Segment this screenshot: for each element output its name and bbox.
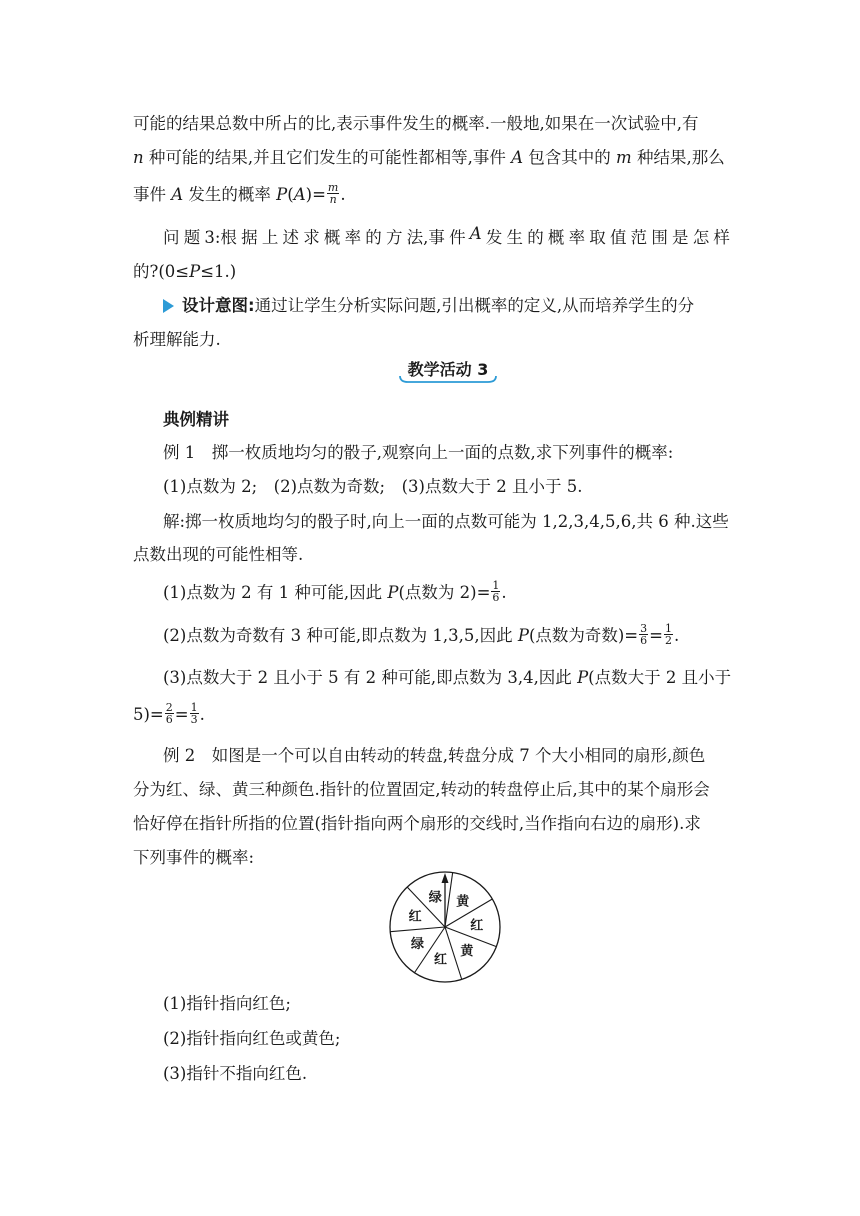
text: 解:掷一枚质地均匀的骰子时,向上一面的点数可能为 1,2,3,4,5,6,共 6 种.这些 bbox=[163, 512, 729, 531]
sector-divider bbox=[390, 927, 445, 932]
text: = bbox=[649, 626, 663, 645]
example-2-question-3: (3)指针不指向红色. bbox=[163, 1064, 308, 1083]
text: (2)点数为奇数有 3 种可能,即点数为 1,3,5,因此 bbox=[163, 626, 518, 645]
example-1-items: (1)点数为 2; (2)点数为奇数; (3)点数大于 2 且小于 5. bbox=[163, 477, 583, 496]
text: 范 bbox=[630, 228, 648, 247]
variable: P bbox=[276, 185, 288, 204]
sector-label: 黄 bbox=[456, 894, 470, 910]
text: 问 bbox=[163, 228, 180, 247]
variable: A bbox=[171, 185, 184, 204]
numerator: 2 bbox=[165, 701, 173, 714]
example-2-question-2: (2)指针指向红色或黄色; bbox=[163, 1029, 341, 1048]
text: 取 bbox=[589, 228, 606, 247]
numerator: 1 bbox=[492, 579, 500, 592]
design-intent bbox=[163, 292, 694, 316]
example-1-stem: 例 1 掷一枚质地均匀的骰子,观察向上一面的点数,求下列事件的概率: bbox=[163, 443, 674, 462]
numerator: 3 bbox=[640, 622, 648, 635]
variable: P bbox=[387, 583, 399, 602]
variable: A bbox=[469, 224, 482, 243]
question-3-line bbox=[133, 258, 236, 282]
text: 据 bbox=[241, 228, 258, 247]
text: 发生的概率 bbox=[183, 185, 277, 204]
sector-divider bbox=[445, 927, 462, 979]
text: 是 bbox=[672, 228, 689, 247]
sector-label: 黄 bbox=[460, 944, 474, 960]
sector-label: 绿 bbox=[411, 937, 425, 953]
text: 事件 bbox=[133, 185, 172, 204]
text: . bbox=[199, 705, 205, 724]
denominator: 2 bbox=[664, 634, 672, 647]
text: . bbox=[673, 626, 680, 645]
pointer-arrowhead-icon bbox=[442, 873, 449, 883]
fraction bbox=[190, 702, 199, 725]
sector-label: 红 bbox=[470, 918, 484, 934]
text: (1)点数为 2 有 1 种可能,因此 bbox=[163, 583, 388, 602]
denominator: 3 bbox=[190, 713, 198, 726]
text: 上 bbox=[261, 228, 279, 247]
example-2-line bbox=[133, 810, 730, 834]
text: 分为红、绿、黄三种颜色.指针的位置固定,转动的转盘停止后,其中的某个扇形会 bbox=[133, 780, 710, 799]
solution-part-1 bbox=[163, 579, 507, 605]
text: 件 bbox=[449, 228, 466, 247]
fraction bbox=[491, 580, 500, 603]
variable: m bbox=[616, 148, 632, 167]
text: 求 bbox=[303, 228, 320, 247]
variable: P bbox=[517, 626, 529, 645]
text: 的 bbox=[365, 228, 382, 247]
text: 概 bbox=[547, 228, 565, 247]
text: 述 bbox=[282, 228, 299, 247]
text: 种结果,那么 bbox=[631, 148, 725, 167]
text: 包含其中的 bbox=[523, 148, 617, 167]
sector-label: 绿 bbox=[428, 890, 442, 906]
text: 题 bbox=[183, 228, 201, 247]
variable: P bbox=[189, 262, 201, 281]
text: 种可能的结果,并且它们发生的可能性都相等,事件 bbox=[143, 148, 512, 167]
denominator: 6 bbox=[165, 713, 173, 726]
solution-line bbox=[163, 508, 730, 532]
text: 概 bbox=[323, 228, 341, 247]
text: 生 bbox=[506, 228, 524, 247]
paragraph-line bbox=[133, 181, 346, 207]
numerator: 1 bbox=[190, 701, 198, 714]
example-2-line bbox=[133, 776, 730, 800]
variable: n bbox=[133, 148, 144, 167]
activity-title: 教学活动 3 bbox=[407, 360, 489, 379]
text: ≤1.) bbox=[200, 262, 237, 281]
text: 法,事 bbox=[406, 228, 445, 247]
design-intent-label: 设计意图: bbox=[182, 296, 255, 315]
text: 率 bbox=[344, 228, 362, 247]
text: 例 2 如图是一个可以自由转动的转盘,转盘分成 7 个大小相同的扇形,颜色 bbox=[163, 746, 706, 765]
question-3-line bbox=[163, 224, 730, 248]
text: )= bbox=[305, 185, 326, 204]
activity-title-underline bbox=[398, 375, 498, 385]
example-2-question-1: (1)指针指向红色; bbox=[163, 994, 291, 1013]
sector-label: 红 bbox=[408, 909, 422, 925]
variable: A bbox=[293, 185, 306, 204]
denominator: n bbox=[329, 193, 337, 206]
paragraph-line bbox=[133, 144, 725, 168]
text: 样 bbox=[713, 228, 730, 247]
text: (3)点数大于 2 且小于 5 有 2 种可能,即点数为 3,4,因此 bbox=[163, 668, 578, 687]
variable: A bbox=[511, 148, 524, 167]
paragraph-line bbox=[133, 110, 730, 134]
text: 的 bbox=[527, 228, 544, 247]
text: ( bbox=[287, 185, 294, 204]
text: (点数为奇数)= bbox=[528, 626, 639, 645]
example-2-line bbox=[133, 844, 254, 868]
fraction bbox=[664, 623, 673, 646]
denominator: 6 bbox=[492, 591, 500, 604]
text: 方 bbox=[385, 228, 403, 247]
solution-part-3 bbox=[163, 664, 730, 688]
text: 的?(0≤ bbox=[133, 262, 190, 281]
text: . bbox=[340, 185, 346, 204]
text: 3:根 bbox=[204, 228, 237, 247]
text: = bbox=[174, 705, 189, 724]
text: (点数大于 2 且小于 bbox=[588, 668, 732, 687]
fraction-m-over-n bbox=[327, 182, 339, 205]
text: 可能的结果总数中所占的比,表示事件发生的概率.一般地,如果在一次试验中,有 bbox=[133, 114, 699, 133]
example-2-line bbox=[163, 742, 730, 766]
denominator: 6 bbox=[640, 634, 648, 647]
text: 率 bbox=[568, 228, 586, 247]
solution-part-3-cont bbox=[133, 701, 205, 727]
text: 围 bbox=[651, 228, 668, 247]
text: . bbox=[501, 583, 507, 602]
numerator: 1 bbox=[664, 622, 672, 635]
triangle-marker-icon bbox=[163, 299, 174, 313]
solution-part-2 bbox=[163, 622, 679, 648]
numerator: m bbox=[327, 181, 339, 194]
text: 点数出现的可能性相等. bbox=[133, 545, 304, 564]
text: 恰好停在指针所指的位置(指针指向两个扇形的交线时,当作指向右边的扇形).求 bbox=[133, 814, 701, 833]
fraction bbox=[165, 702, 174, 725]
text: 怎 bbox=[692, 228, 710, 247]
text: 发 bbox=[485, 228, 503, 247]
fraction bbox=[639, 623, 648, 646]
text: 析理解能力. bbox=[133, 330, 221, 349]
section-heading: 典例精讲 bbox=[163, 410, 229, 429]
design-intent-line bbox=[133, 326, 221, 350]
solution-line bbox=[133, 541, 303, 565]
variable: P bbox=[577, 668, 589, 687]
text: 下列事件的概率: bbox=[133, 848, 255, 867]
sector-label: 红 bbox=[434, 952, 448, 968]
text: 5)= bbox=[133, 705, 164, 724]
text: 值 bbox=[609, 228, 627, 247]
text: (点数为 2)= bbox=[398, 583, 491, 602]
text: 通过让学生分析实际问题,引出概率的定义,从而培养学生的分 bbox=[254, 296, 695, 315]
spinner-wheel-diagram bbox=[388, 871, 508, 983]
